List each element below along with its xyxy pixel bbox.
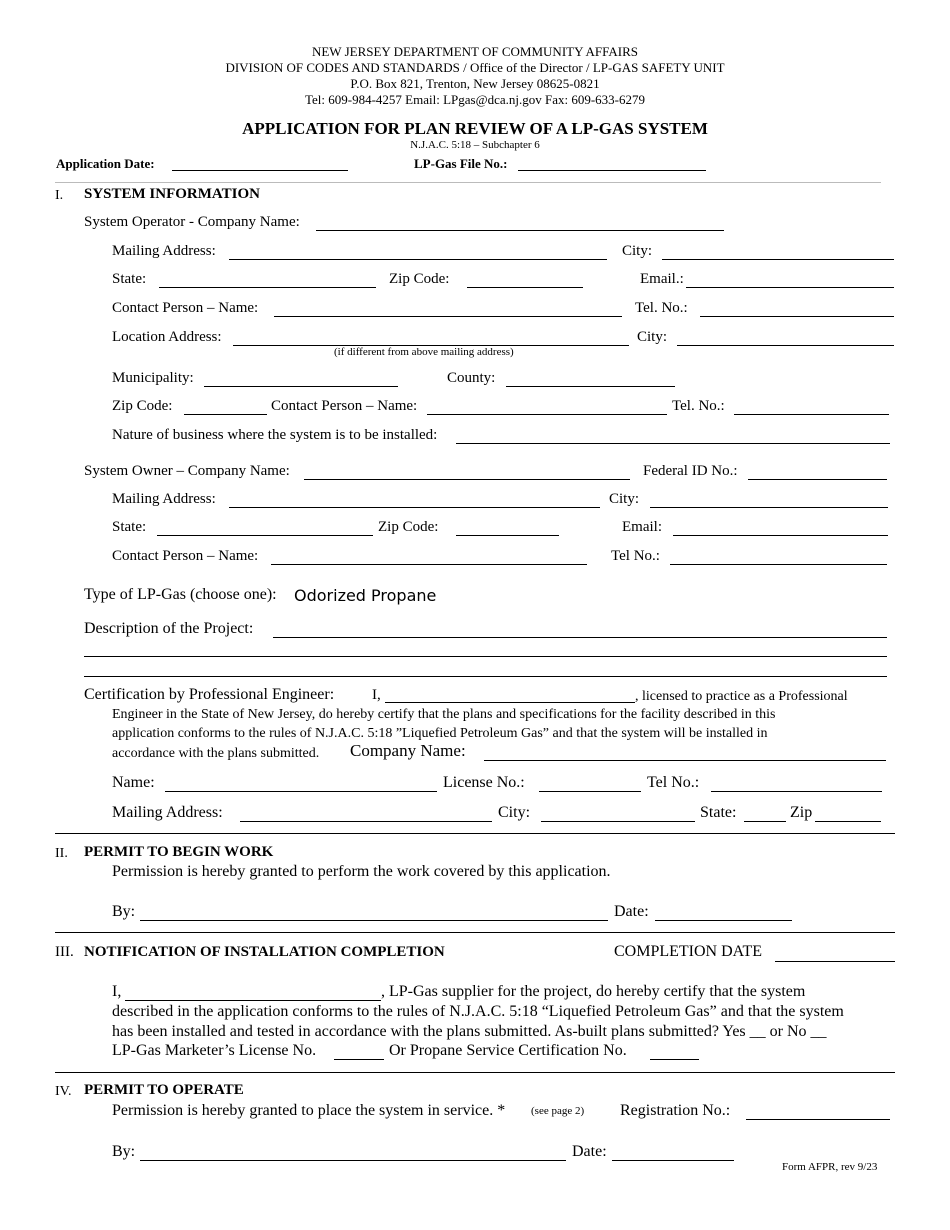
pe-mailing-label: Mailing Address: [112, 804, 223, 821]
section-4-date-field[interactable] [612, 1160, 734, 1161]
operator-city-label: City: [622, 243, 653, 259]
owner-company-label: System Owner – Company Name: [84, 463, 290, 479]
section-3-divider [55, 1072, 895, 1073]
operator-company-label: System Operator - Company Name: [84, 214, 300, 230]
pe-certification-label: Certification by Professional Engineer: [84, 686, 335, 703]
section-4-text: Permission is hereby granted to place the system in service. * [112, 1102, 506, 1119]
operator-city-field[interactable] [662, 259, 894, 260]
marketer-license-field[interactable] [334, 1059, 384, 1060]
owner-mailing-field[interactable] [229, 507, 600, 508]
owner-contact-field[interactable] [271, 564, 587, 565]
pe-tel-field[interactable] [711, 791, 882, 792]
pe-state-label: State: [700, 804, 737, 821]
supplier-cert-i: I, [112, 983, 122, 1000]
pe-mailing-field[interactable] [240, 821, 492, 822]
file-no-label: LP-Gas File No.: [414, 156, 508, 171]
propane-cert-label: Or Propane Service Certification No. [389, 1042, 627, 1059]
operator-contact-field[interactable] [274, 316, 622, 317]
supplier-cert-line-2: described in the application conforms to the rules of N.J.A.C. 5:18 “Liquefied Petroleum Gas” and that the system [112, 1003, 844, 1020]
description-line-1[interactable] [273, 637, 887, 638]
location-tel-field[interactable] [734, 414, 889, 415]
owner-zip-field[interactable] [456, 535, 559, 536]
operator-tel-field[interactable] [700, 316, 894, 317]
nature-label: Nature of business where the system is to be installed: [112, 427, 438, 443]
section-4-title: PERMIT TO OPERATE [84, 1082, 244, 1098]
owner-mailing-label: Mailing Address: [112, 491, 216, 507]
municipality-label: Municipality: [112, 370, 194, 386]
location-zip-label: Zip Code: [112, 398, 173, 414]
completion-date-field[interactable] [775, 961, 895, 962]
operator-contact-label: Contact Person – Name: [112, 300, 259, 316]
registration-field[interactable] [746, 1119, 890, 1120]
section-2-title: PERMIT TO BEGIN WORK [84, 844, 274, 860]
county-field[interactable] [506, 386, 675, 387]
operator-zip-field[interactable] [467, 287, 583, 288]
section-2-text: Permission is hereby granted to perform the work covered by this application. [112, 863, 611, 880]
pe-tel-label: Tel No.: [647, 774, 700, 791]
nature-field[interactable] [456, 443, 890, 444]
operator-tel-label: Tel. No.: [635, 300, 688, 316]
application-date-field[interactable] [172, 170, 348, 171]
federal-id-field[interactable] [748, 479, 887, 480]
section-4-numeral: IV. [55, 1084, 72, 1099]
pe-name-field[interactable] [165, 791, 437, 792]
pe-cert-i: I, [372, 687, 381, 703]
federal-id-label: Federal ID No.: [643, 463, 738, 479]
section-1-numeral: I. [55, 188, 64, 203]
operator-company-field[interactable] [316, 230, 724, 231]
agency-address: P.O. Box 821, Trenton, New Jersey 08625-0821 [350, 76, 600, 91]
section-2-date-label: Date: [614, 903, 649, 920]
operator-zip-label: Zip Code: [389, 271, 450, 287]
municipality-field[interactable] [204, 386, 398, 387]
description-label: Description of the Project: [84, 620, 254, 637]
section-3-numeral: III. [55, 944, 74, 960]
pe-city-label: City: [498, 804, 531, 821]
operator-mailing-field[interactable] [229, 259, 607, 260]
form-subtitle: N.J.A.C. 5:18 – Subchapter 6 [410, 139, 540, 151]
section-1-title: SYSTEM INFORMATION [84, 186, 260, 202]
location-address-label: Location Address: [112, 329, 222, 345]
pe-cert-text-4: accordance with the plans submitted. [112, 746, 320, 761]
section-4-by-field[interactable] [140, 1160, 566, 1161]
pe-cert-licensed: , licensed to practice as a Professional [635, 689, 848, 704]
section-4-date-label: Date: [572, 1143, 607, 1160]
location-zip-field[interactable] [184, 414, 267, 415]
pe-state-field[interactable] [744, 821, 786, 822]
section-2-divider [55, 932, 895, 933]
pe-company-name-label: Company Name: [350, 741, 466, 760]
form-title: APPLICATION FOR PLAN REVIEW OF A LP-GAS SYSTEM [242, 119, 708, 138]
owner-tel-label: Tel No.: [611, 548, 660, 564]
owner-city-field[interactable] [650, 507, 888, 508]
section-2-date-field[interactable] [655, 920, 792, 921]
gas-type-field[interactable]: Odorized Propane [294, 586, 437, 605]
section-3-title: NOTIFICATION OF INSTALLATION COMPLETION [84, 944, 445, 960]
supplier-cert-line-3: has been installed and tested in accordance with the plans submitted. As-built plans submitted? Yes __ or No __ [112, 1023, 827, 1040]
section-2-by-field[interactable] [140, 920, 608, 921]
header-divider [55, 182, 881, 183]
see-page-note: (see page 2) [531, 1105, 585, 1117]
pe-cert-name-field[interactable] [385, 702, 635, 703]
application-date-label: Application Date: [56, 156, 155, 171]
section-4-by-label: By: [112, 1143, 136, 1160]
pe-name-label: Name: [112, 774, 155, 791]
pe-license-field[interactable] [539, 791, 641, 792]
agency-name: NEW JERSEY DEPARTMENT OF COMMUNITY AFFAIRS [311, 44, 639, 59]
location-note: (if different from above mailing address) [334, 346, 514, 358]
description-line-2[interactable] [84, 656, 887, 657]
owner-email-field[interactable] [673, 535, 888, 536]
owner-zip-label: Zip Code: [378, 519, 439, 535]
pe-company-name-field[interactable] [484, 760, 886, 761]
form-id: Form AFPR, rev 9/23 [782, 1161, 878, 1173]
description-line-3[interactable] [84, 676, 887, 677]
pe-zip-label: Zip [790, 804, 813, 821]
owner-contact-label: Contact Person – Name: [112, 548, 259, 564]
county-label: County: [447, 370, 496, 386]
registration-label: Registration No.: [620, 1102, 731, 1119]
operator-state-label: State: [112, 271, 147, 287]
location-tel-label: Tel. No.: [672, 398, 725, 414]
agency-contact: Tel: 609-984-4257 Email: LPgas@dca.nj.gov Fax: 609-633-6279 [305, 92, 645, 107]
pe-zip-field[interactable] [815, 821, 881, 822]
pe-cert-text-2: Engineer in the State of New Jersey, do hereby certify that the plans and specifications for the facility described in this [112, 707, 776, 722]
location-city-field[interactable] [677, 345, 894, 346]
location-contact-field[interactable] [427, 414, 667, 415]
division-name: DIVISION OF CODES AND STANDARDS / Office of the Director / LP-GAS SAFETY UNIT [225, 60, 725, 75]
location-contact-label: Contact Person – Name: [271, 398, 418, 414]
operator-email-label: Email.: [640, 271, 684, 287]
owner-state-field[interactable] [157, 535, 373, 536]
gas-type-label: Type of LP-Gas (choose one): [84, 586, 277, 603]
location-city-label: City: [637, 329, 668, 345]
section-2-by-label: By: [112, 903, 136, 920]
supplier-cert-line-1: , LP-Gas supplier for the project, do hereby certify that the system [381, 983, 806, 1000]
pe-cert-text-3: application conforms to the rules of N.J.A.C. 5:18 ”Liquefied Petroleum Gas” and that the system will be installed in [112, 726, 768, 741]
pe-license-label: License No.: [443, 774, 525, 791]
owner-tel-field[interactable] [670, 564, 887, 565]
section-2-numeral: II. [55, 846, 68, 861]
operator-state-field[interactable] [159, 287, 376, 288]
operator-email-field[interactable] [686, 287, 894, 288]
propane-cert-field[interactable] [650, 1059, 699, 1060]
supplier-name-field[interactable] [125, 1000, 381, 1001]
owner-email-label: Email: [622, 519, 662, 535]
owner-city-label: City: [609, 491, 640, 507]
pe-city-field[interactable] [541, 821, 695, 822]
file-no-field[interactable] [518, 170, 706, 171]
owner-company-field[interactable] [304, 479, 630, 480]
marketer-license-label: LP-Gas Marketer’s License No. [112, 1042, 317, 1059]
operator-mailing-label: Mailing Address: [112, 243, 216, 259]
owner-state-label: State: [112, 519, 147, 535]
section-1-divider [55, 833, 895, 834]
completion-date-label: COMPLETION DATE [614, 943, 762, 960]
